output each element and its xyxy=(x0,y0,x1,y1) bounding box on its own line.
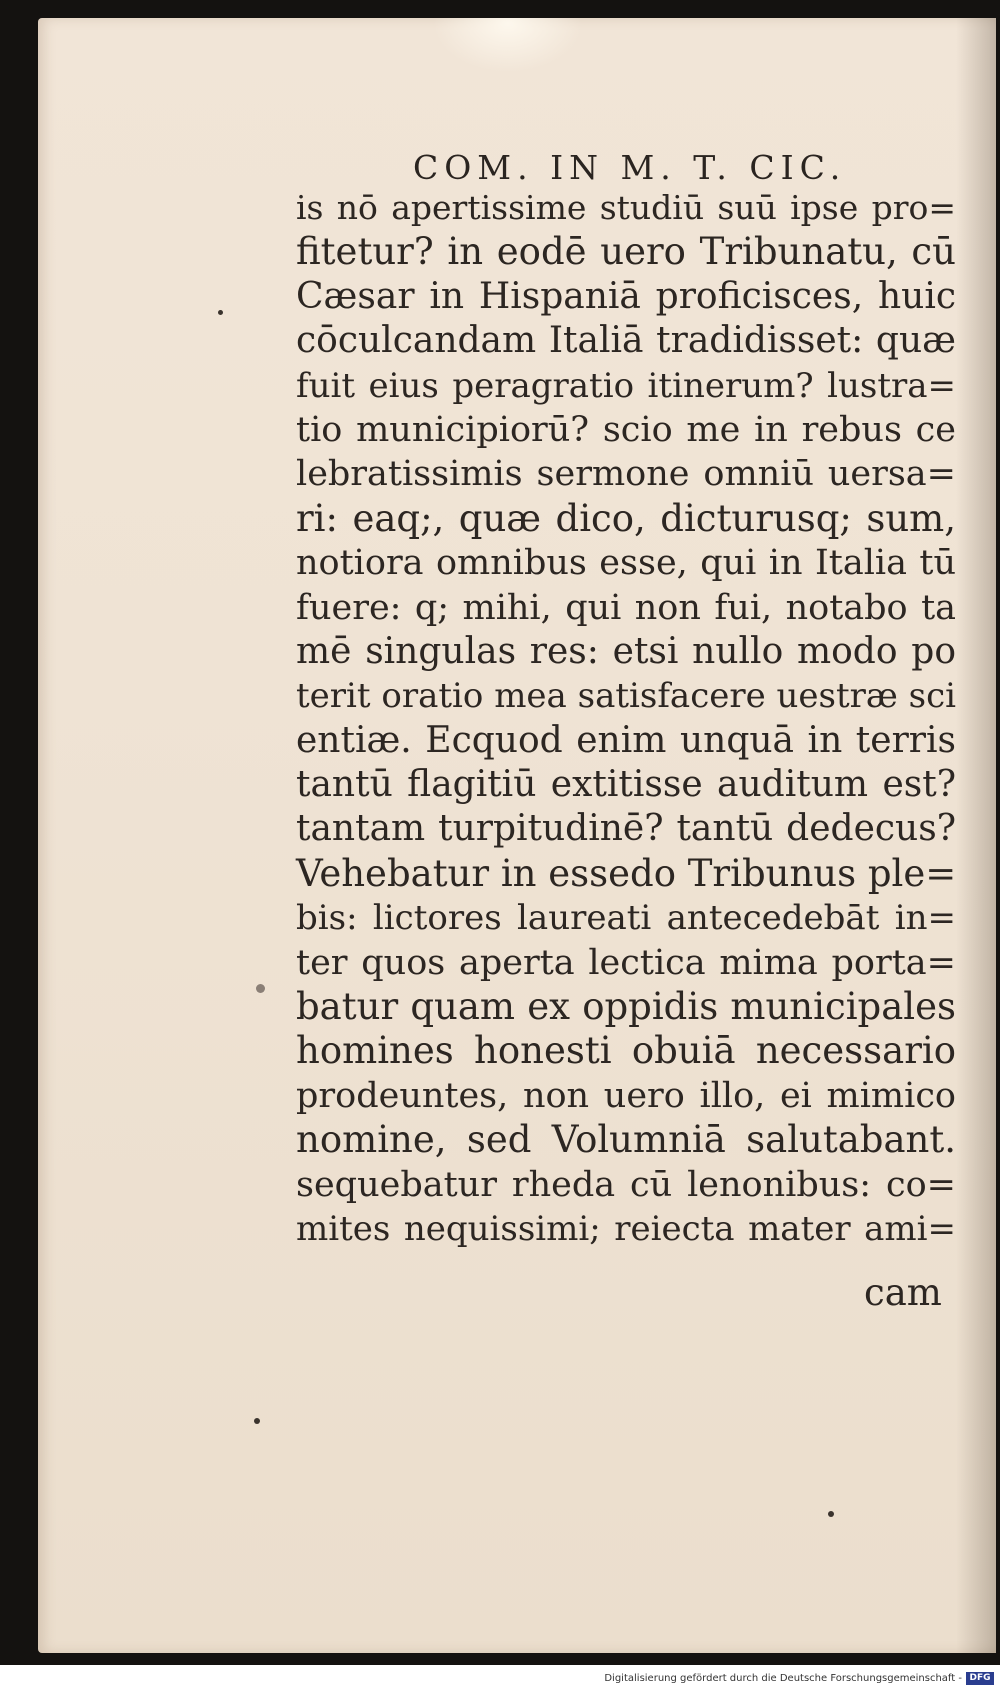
text-line: lebratissimis sermone omniū uersa= xyxy=(296,454,956,495)
catchword: cam xyxy=(864,1271,942,1314)
text-line: ri: eaq;, quæ dico, dicturusq; sum, xyxy=(296,496,956,540)
text-line: batur quam ex oppidis municipales xyxy=(296,985,956,1029)
text-line: tio municipiorū? scio me in rebus ce xyxy=(296,409,956,450)
text-line: ter quos aperta lectica mima porta= xyxy=(296,942,956,983)
running-head: COM. IN M. T. CIC. xyxy=(413,148,847,187)
text-line: tantū flagitiū extitisse auditum est? xyxy=(296,764,956,806)
text-line: nomine, sed Volumniā salutabant. xyxy=(296,1118,956,1162)
ink-speck xyxy=(256,984,265,993)
text-line: Cæsar in Hispaniā proficisces, huic xyxy=(296,275,956,317)
text-line: notiora omnibus esse, qui in Italia tū xyxy=(296,543,956,584)
text-line: fuit eius peragratio itinerum? lustra= xyxy=(296,365,956,406)
text-line: sequebatur rheda cū lenonibus: co= xyxy=(296,1164,956,1205)
text-line: terit oratio mea satisfacere uestræ sci xyxy=(296,676,957,717)
main-text-block xyxy=(296,186,956,1251)
text-line: mites nequissimi; reiecta mater ami= xyxy=(296,1208,956,1249)
digitization-footer xyxy=(0,1665,1000,1692)
text-line: mē singulas res: etsi nullo modo po xyxy=(296,630,956,672)
text-line: homines honesti obuiā necessario xyxy=(296,1029,956,1073)
text-line: Vehebatur in essedo Tribunus ple= xyxy=(296,851,957,895)
text-line: fitetur? in eodē uero Tribunatu, cū xyxy=(296,230,956,274)
text-line: entiæ. Ecquod enim unquā in terris xyxy=(296,719,956,761)
ink-speck xyxy=(218,310,223,315)
text-line: tantam turpitudinē? tantū dedecus? xyxy=(296,808,956,850)
text-line: prodeuntes, non uero illo, ei mimico xyxy=(296,1075,956,1116)
book-page xyxy=(38,18,996,1653)
funding-credit: Digitalisierung gefördert durch die Deutsche Forschungsgemeinschaft - xyxy=(604,1673,962,1684)
dfg-logo: DFG xyxy=(966,1672,994,1685)
ink-speck xyxy=(828,1511,834,1517)
text-line: is nō apertissime studiū suū ipse pro= xyxy=(296,188,956,227)
ink-speck xyxy=(254,1418,260,1424)
text-line: fuere: q; mihi, qui non fui, notabo ta xyxy=(296,587,956,628)
text-line: cōculcandam Italiā tradidisset: quæ xyxy=(296,320,956,362)
text-line: bis: lictores laureati antecedebāt in= xyxy=(296,898,956,939)
